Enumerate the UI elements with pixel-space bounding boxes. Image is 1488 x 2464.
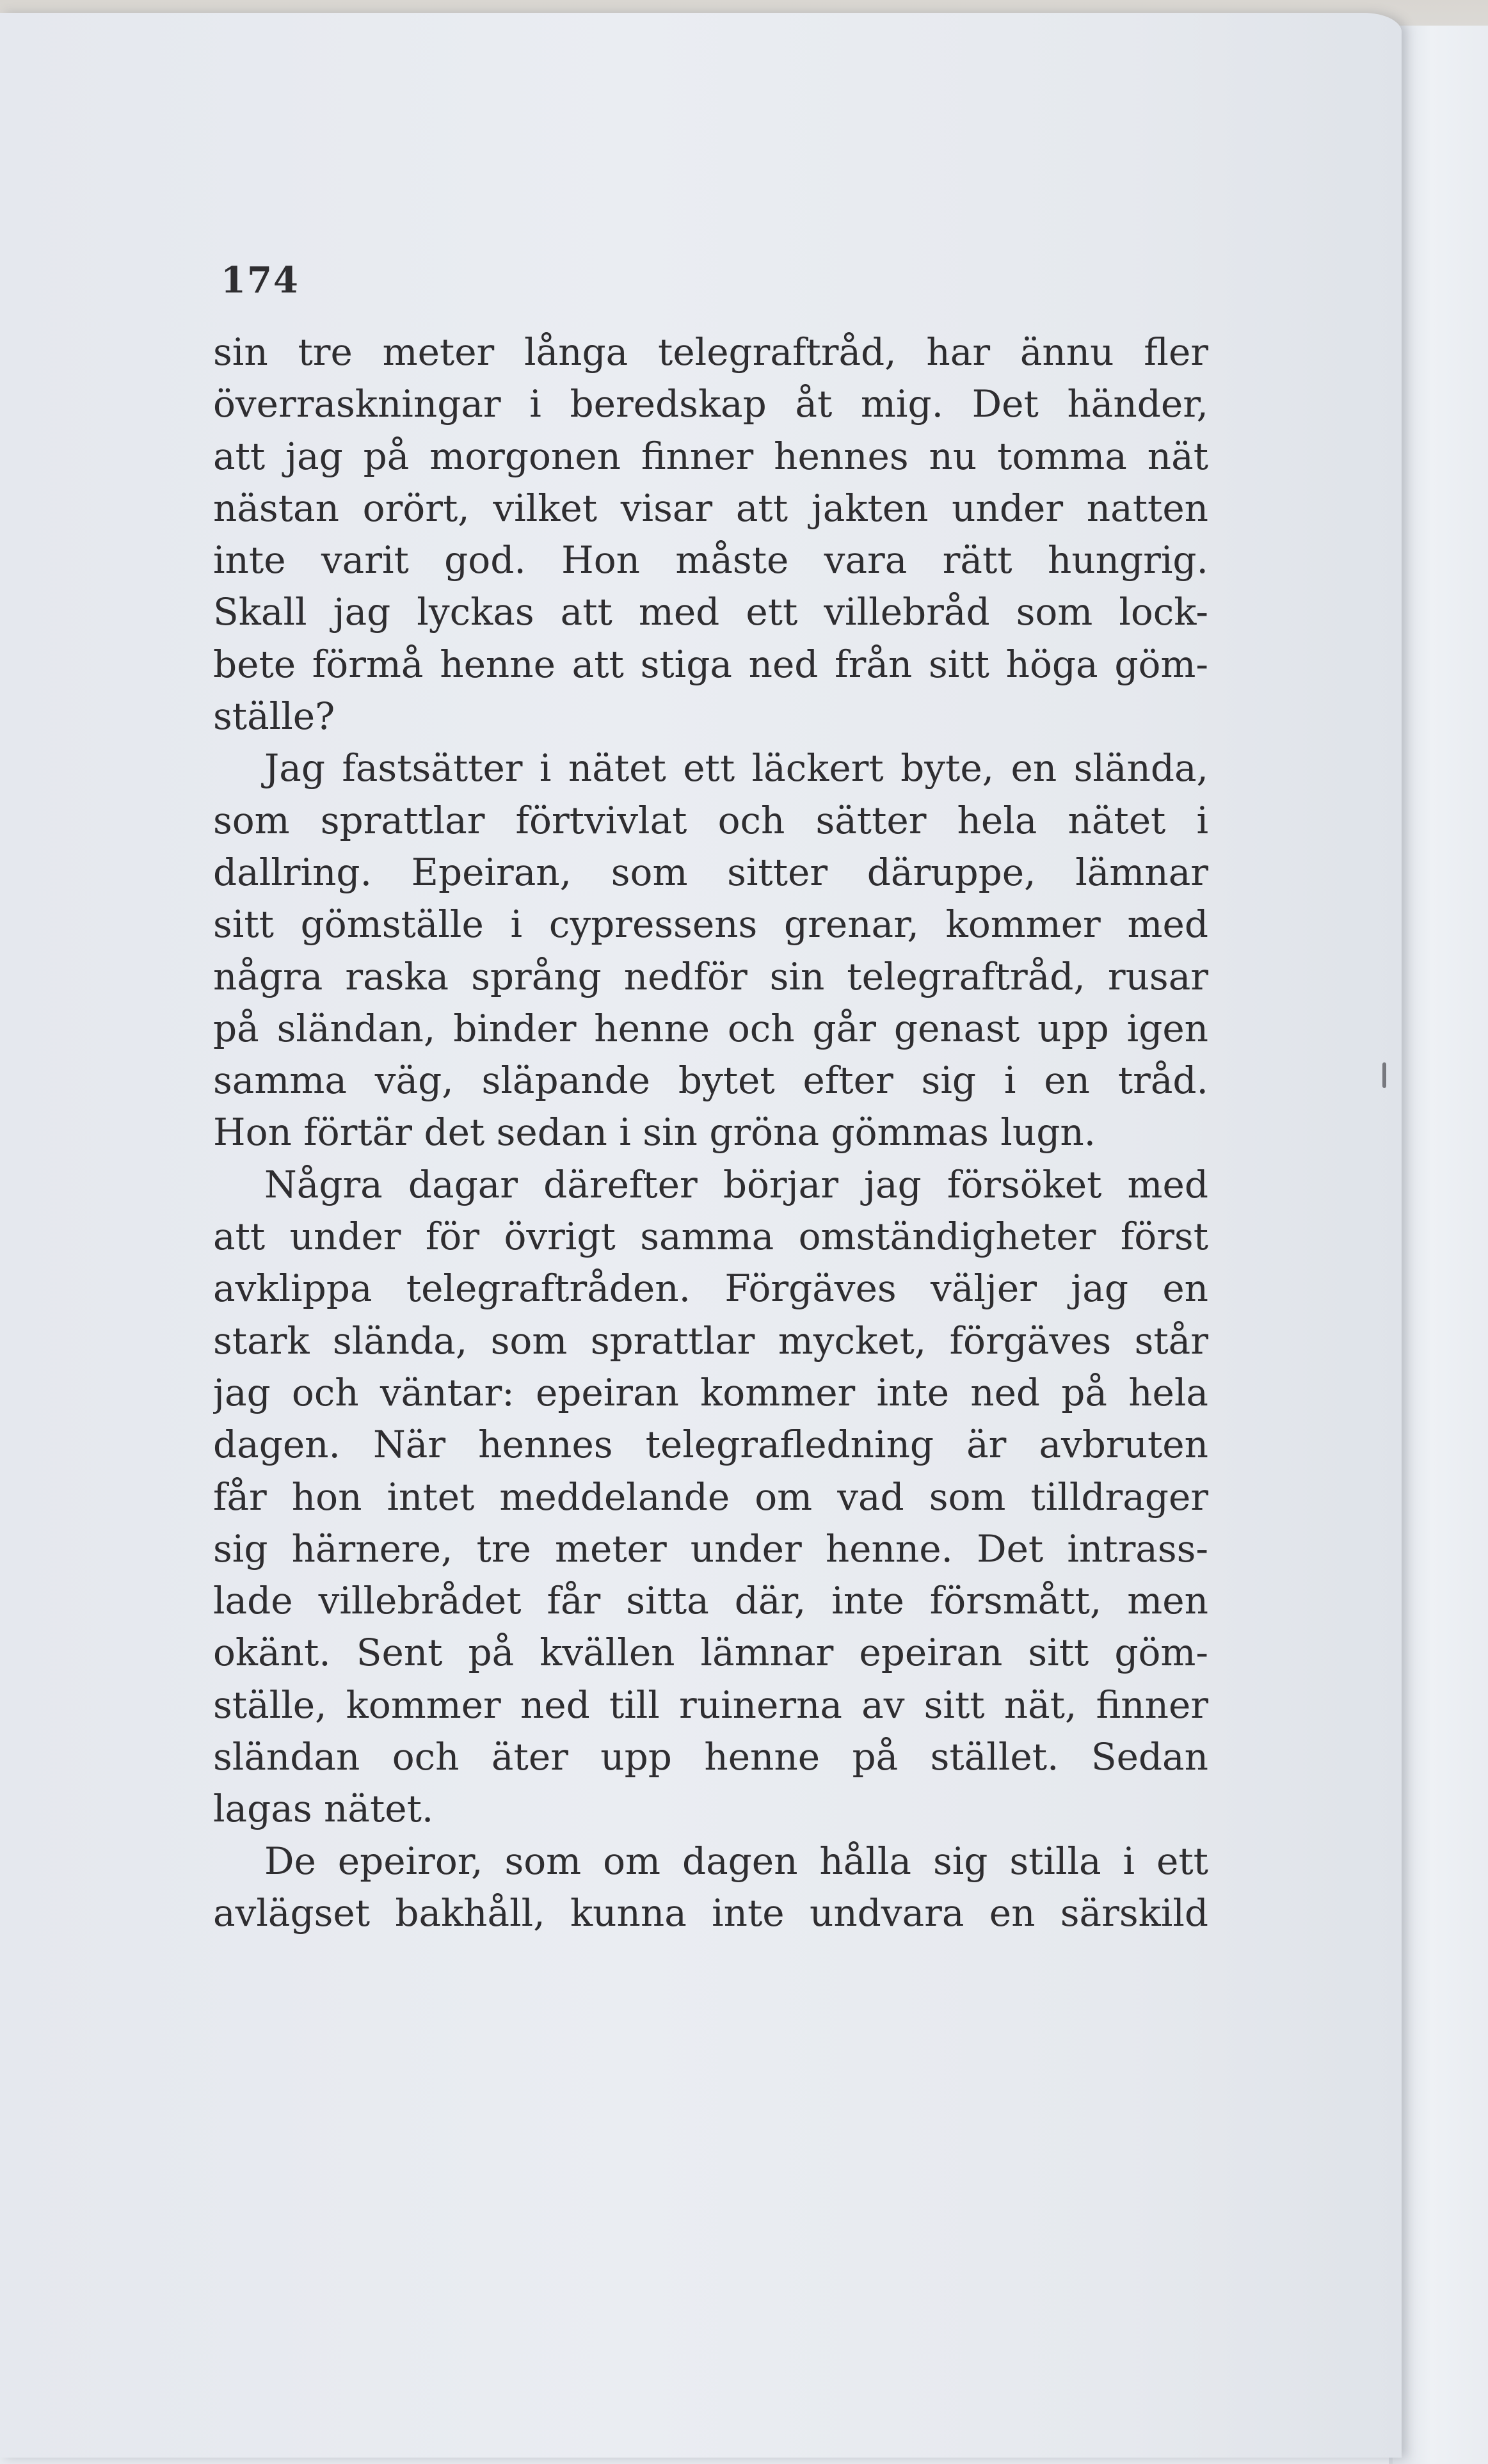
text-line: lade villebrådet får sitta där, inte försmått, men [213,1579,1208,1623]
page-edge-mark [1382,1062,1386,1088]
text-line: Skall jag lyckas att med ett villebråd som lock- [213,590,1208,634]
text-line: samma väg, släpande bytet efter sig i en tråd. [213,1059,1208,1103]
text-line: Några dagar därefter börjar jag försöket med [264,1162,1208,1206]
text-line: några raska språng nedför sin telegraftråd, rusar [213,954,1208,998]
text-line: på sländan, binder henne och går genast upp igen [213,1006,1208,1050]
text-line: dallring. Epeiran, som sitter däruppe, lämnar [213,850,1208,894]
text-line: sländan och äter upp henne på stället. Sedan [213,1735,1208,1779]
text-line: ställe, kommer ned till ruinerna av sitt nät, finner [213,1683,1208,1727]
text-line: överraskningar i beredskap åt mig. Det händer, [213,382,1208,426]
text-line: inte varit god. Hon måste vara rätt hungrig. [213,538,1208,582]
text-line: bete förmå henne att stiga ned från sitt höga göm- [213,642,1208,686]
text-line: avlägset bakhåll, kunna inte undvara en särskild [213,1891,1208,1935]
text-line: okänt. Sent på kvällen lämnar epeiran sitt göm- [213,1631,1208,1675]
page-number: 174 [221,259,300,301]
text-line: jag och väntar: epeiran kommer inte ned på hela [213,1370,1208,1414]
text-line: Hon förtär det sedan i sin gröna gömmas lugn. [213,1110,1096,1155]
text-line: att under för övrigt samma omständigheter först [213,1215,1208,1259]
text-line: nästan orört, vilket visar att jakten under natten [213,486,1208,530]
book-page [0,13,1402,2458]
text-line: Jag fastsätter i nätet ett läckert byte, en slända, [264,746,1208,790]
text-line: får hon intet meddelande om vad som tilldrager [213,1475,1208,1519]
text-line: sig härnere, tre meter under henne. Det intrass- [213,1526,1208,1571]
text-line: avklippa telegraftråden. Förgäves väljer jag en [213,1267,1208,1311]
text-line: sin tre meter långa telegraftråd, har ännu fler [213,330,1208,374]
text-line: lagas nätet. [213,1787,434,1831]
facing-page-edge [1389,26,1488,2464]
text-line: att jag på morgonen finner hennes nu tomma nät [213,434,1208,478]
text-line: sitt gömställe i cypressens grenar, kommer med [213,902,1208,947]
text-line: De epeiror, som om dagen hålla sig stilla i ett [264,1839,1208,1883]
body-text [213,326,1208,1939]
text-line: som sprattlar förtvivlat och sätter hela nätet i [213,798,1208,842]
text-line: dagen. När hennes telegrafledning är avbruten [213,1423,1208,1467]
text-line: stark slända, som sprattlar mycket, förgäves står [213,1318,1208,1363]
text-line: ställe? [213,694,335,739]
